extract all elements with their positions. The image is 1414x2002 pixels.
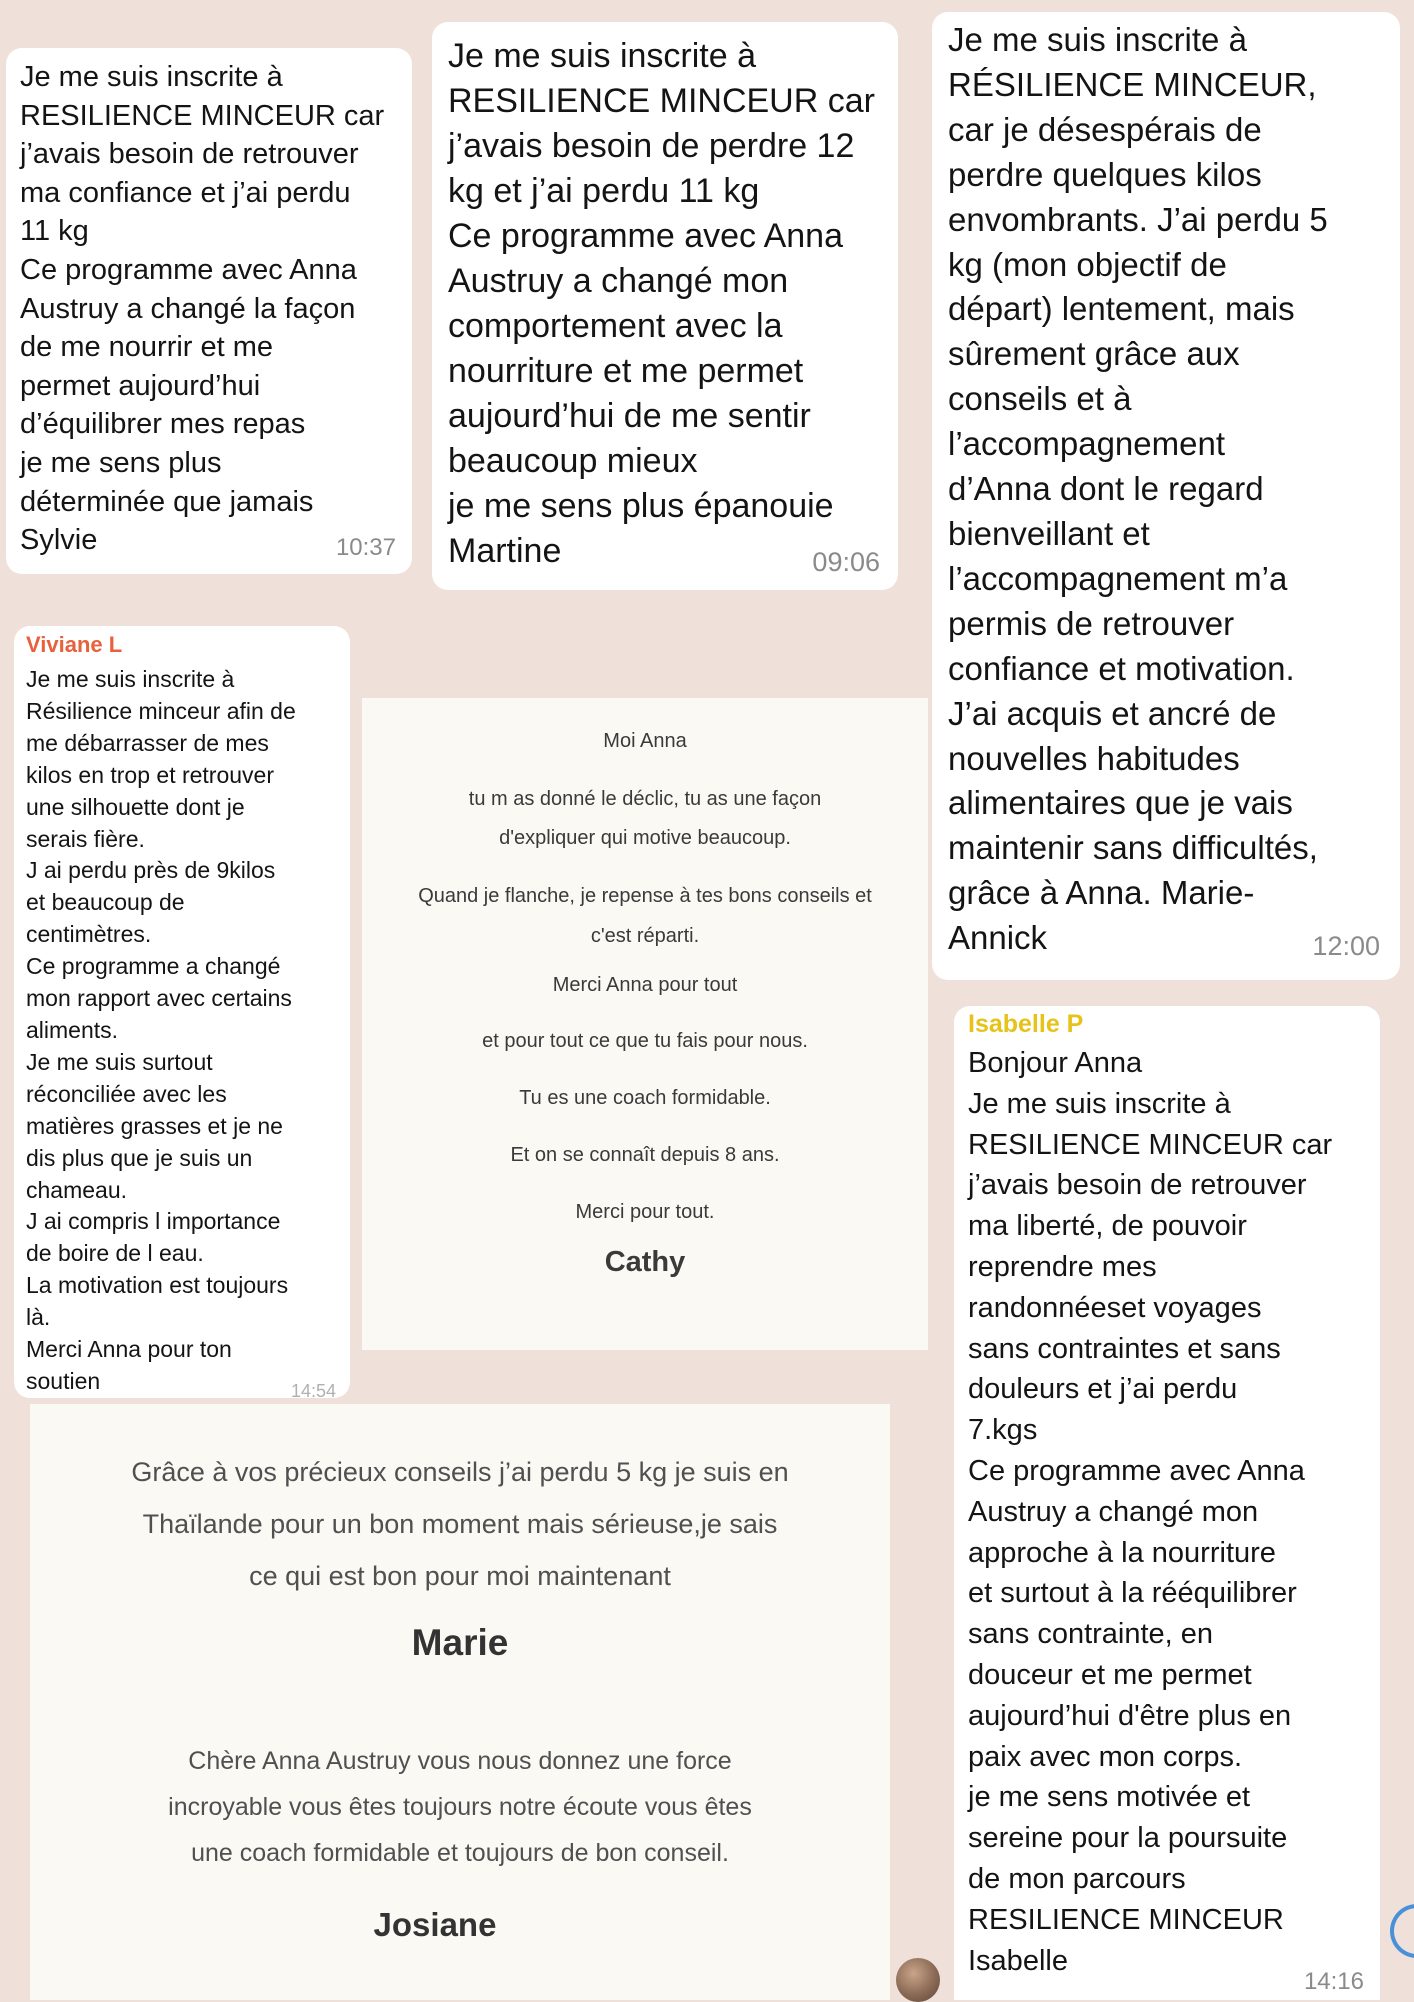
card-line: Grâce à vos précieux conseils j’ai perdu 5 kg je suis en — [131, 1457, 789, 1487]
card-line: Thaïlande pour un bon moment mais sérieuse,je sais — [142, 1509, 778, 1539]
message-text: Je me suis inscrite à Résilience minceur afin de me débarrasser de mes kilos en trop et retrouver une silhouette dont je serais fière. J ai perdu près de 9kilos et beaucoup de centimètres. Ce programme a changé mon rapport avec certains aliments. Je me suis surtout réconciliée avec les matières grasses et je ne dis plus que je suis un chameau. J ai compris l importance de boire de l eau. La motivation est toujours là. Merci Anna pour ton soutien — [26, 666, 296, 1394]
sender-name: Isabelle P — [968, 1010, 1084, 1038]
card-line: Moi Anna — [603, 730, 687, 752]
card-line: Chère Anna Austruy vous nous donnez une force — [188, 1747, 732, 1775]
card-line: Tu es une coach formidable. — [519, 1087, 771, 1109]
message-text: Je me suis inscrite à RÉSILIENCE MINCEUR, car je désespérais de perdre quelques kilos envombrants. J’ai perdu 5 kg (mon objectif de départ) lentement, mais sûrement grâce aux conseils et à l’accompagnement d’Anna dont le regard bienveillant et l’accompagnement m’a permis de retrouver confiance et motivation. J’ai acquis et ancré de nouvelles habitudes alimentaires que je vais maintenir sans difficultés, grâce à Anna. Marie- Annick — [948, 21, 1328, 957]
testimonial-card-marie-josiane — [30, 1404, 890, 2000]
message-text: Bonjour Anna Je me suis inscrite à RESILIENCE MINCEUR car j’avais besoin de retrouver ma liberté, de pouvoir reprendre mes randonnéeset voyages sans contraintes et sans douleurs et j’ai perdu 7.kgs Ce programme avec Anna Austruy a changé mon approche à la nourriture et surtout à la rééquilibrer sans contrainte, en douceur et me permet aujourd’hui d'être plus en paix avec mon corps. je me sens motivée et sereine pour la poursuite de mon parcours RESILIENCE MINCEUR Isabelle — [968, 1047, 1333, 1977]
card-line: Et on se connaît depuis 8 ans. — [510, 1144, 780, 1166]
card-line: ce qui est bon pour moi maintenant — [249, 1561, 671, 1591]
card-line: incroyable vous êtes toujours notre écoute vous êtes — [168, 1793, 752, 1821]
message-bubble-marie-annick — [932, 12, 1400, 980]
message-timestamp: 14:54 — [290, 1381, 336, 1401]
sender-name: Viviane L — [26, 632, 123, 657]
message-bubble-sylvie — [6, 48, 412, 574]
card-line: Merci pour tout. — [575, 1201, 715, 1223]
testimonial-card-cathy — [362, 698, 928, 1350]
message-text: Je me suis inscrite à RESILIENCE MINCEUR car j’avais besoin de retrouver ma confiance et j’ai perdu 11 kg Ce programme avec Anna Austruy a changé la façon de me nourrir et me permet aujourd’hui d’équilibrer mes repas je me sens plus déterminée que jamais Sylvie — [20, 61, 385, 557]
card-line: c'est réparti. — [590, 925, 700, 947]
card-line: d'expliquer qui motive beaucoup. — [499, 827, 791, 849]
message-bubble-martine — [432, 22, 898, 590]
card-line: et pour tout ce que tu fais pour nous. — [482, 1030, 808, 1052]
message-timestamp: 09:06 — [812, 547, 880, 577]
message-text: Je me suis inscrite à RESILIENCE MINCEUR car j’avais besoin de perdre 12 kg et j’ai perdu 11 kg Ce programme avec Anna Austruy a changé mon comportement avec la nourriture et me permet aujourd’hui de me sentir beaucoup mieux je me sens plus épanouie Martine — [448, 37, 875, 570]
card-line: Merci Anna pour tout — [552, 974, 738, 996]
card-line: tu m as donné le déclic, tu as une façon — [468, 788, 822, 810]
message-timestamp: 12:00 — [1312, 931, 1380, 961]
message-timestamp: 14:16 — [1303, 1968, 1364, 1995]
message-bubble-viviane — [14, 626, 350, 1401]
card-signature: Cathy — [604, 1246, 686, 1278]
sender-avatar[interactable] — [896, 1958, 940, 2002]
message-bubble-isabelle — [954, 1006, 1380, 2000]
card-signature: Josiane — [373, 1906, 497, 1943]
message-timestamp: 10:37 — [335, 534, 396, 561]
card-line: une coach formidable et toujours de bon conseil. — [191, 1839, 729, 1867]
card-line: Quand je flanche, je repense à tes bons conseils et — [418, 885, 872, 907]
scroll-button-icon[interactable] — [1390, 1904, 1414, 1958]
card-signature: Marie — [411, 1622, 509, 1663]
